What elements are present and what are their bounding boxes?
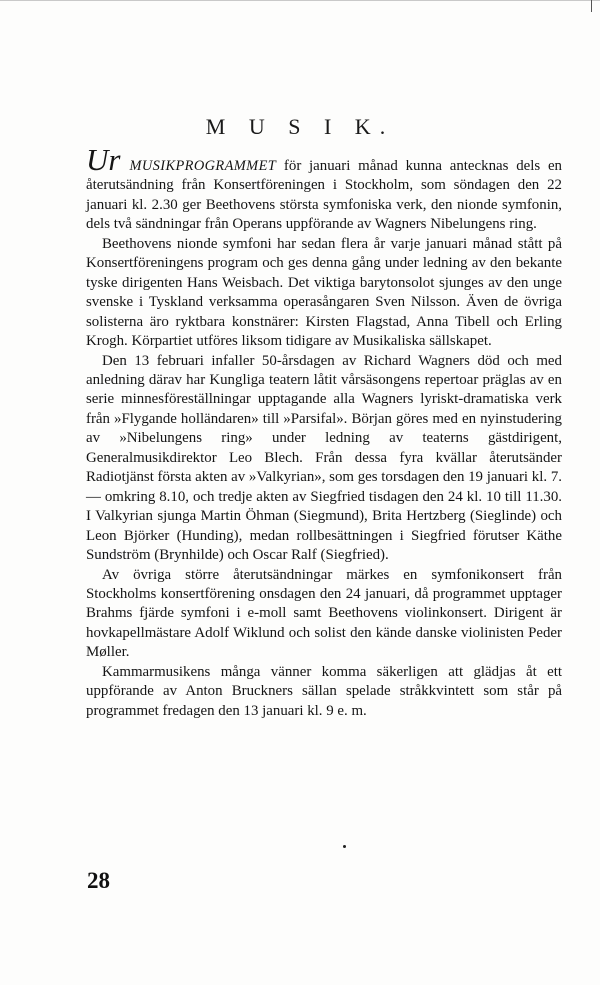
paragraph-4: Av övriga större återutsändningar märkes en symfonikonsert från Stockholms konsertförening onsdagen den 24 januari, då programmet upptager Brahms fjärde symfoni i e-moll samt Beethovens violinkonsert. Dirigent är hovkapellmästare Adolf Wiklund och solist den kände danske violinisten Peder Møller. (86, 566, 562, 661)
end-mark (343, 845, 346, 848)
page-top-edge (0, 0, 600, 1)
page-number: 28 (87, 868, 110, 893)
drop-cap: Ur (86, 142, 121, 177)
paragraph-5: Kammarmusikens många vänner komma säkerligen att glädjas åt ett uppförande av Anton Bruckners sällan spelade stråkkvintett som står på programmet fredagen den 13 januari kl. 9 e. m. (86, 663, 562, 719)
page-edge-mark (591, 0, 592, 12)
paragraph-3: Den 13 februari infaller 50-årsdagen av Richard Wagners död och med anledning därav har Kungliga teatern låtit vårsäsongens repertoar präglas av en serie minnesföreställningar upptagande alla Wagners lyriskt-dramatiska verk från »Flygande holländaren» till »Parsifal». Början göres med en nyinstudering av »Nibelungens ring» under ledning av teaterns gästdirigent, Generalmusikdirektor Leo Blech. Från dessa fyra kvällar återutsänder Radiotjänst första akten av »Valkyrian», som ges torsdagen den 19 januari kl. 7. — omkring 8.10, och tredje akten av Siegfried tisdagen den 24 kl. 10 till 11.30. I Valkyrian sjunga Martin Öhman (Siegmund), Brita Hertzberg (Sieglinde) och Leon Björker (Hunding), medan rollbesättningen i Siegfried förutser Käthe Sundström (Brynhilde) och Oscar Ralf (Siegfried). (86, 352, 562, 564)
paragraph-1-text: för januari månad kunna antecknas dels en återutsändning från Konsertföreningen i Stockholm, som söndagen den 22 januari kl. 2.30 ger Beethovens största symfoniska verk, den nionde symfonin, dels två sändningar från Operans uppförande av Wagners Nibelungens ring. (86, 158, 562, 233)
article-body (86, 142, 562, 721)
paragraph-1 (86, 142, 562, 235)
paragraph-2: Beethovens nionde symfoni har sedan flera år varje januari månad stått på Konsertföreningens program och ges denna gång under ledning av den bekante tyske dirigenten Hans Weisbach. Det viktiga barytonsolot sjunges av den unge svenske i Tyskland verksamma operasångaren Sven Nilsson. Även de övriga solisterna äro ryktbara konstnärer: Kirsten Flagstad, Anna Tibell och Erling Krogh. Körpartiet utföres liksom tidigare av Musikaliska sällskapet. (86, 235, 562, 350)
lead-in-caps: MUSIKPROGRAMMET (121, 158, 277, 174)
page-title: M U S I K. (205, 114, 395, 139)
